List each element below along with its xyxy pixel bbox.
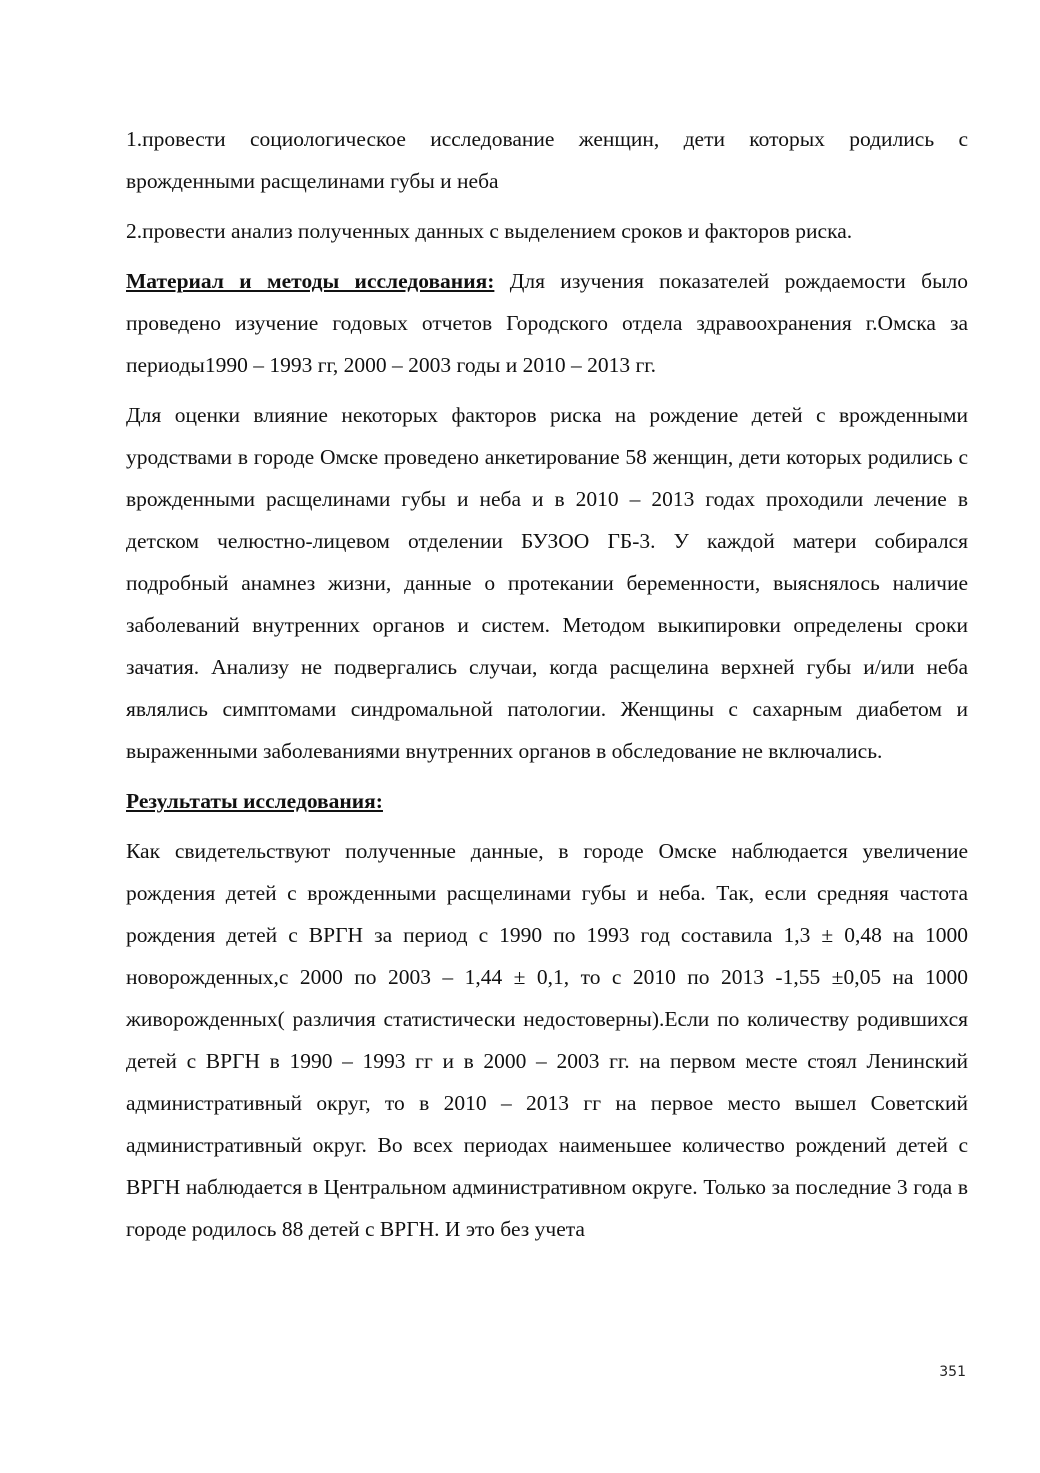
paragraph-materials-methods — [126, 260, 968, 386]
paragraph-text: Для оценки влияние некоторых факторов риска на рождение детей с врожденными уродствами в городе Омске проведено анкетирование 58 женщин, дети которых родились с врожденными расщелинами губы и неба и в 2010 – 2013 годах проходили лечение в детском челюстно-лицевом отделении БУЗОО ГБ-3. У каждой матери собирался подробный анамнез жизни, данные о протекании беременности, выяснялось наличие заболеваний внутренних органов и систем. Методом выкипировки определены сроки зачатия. Анализу не подвергались случаи, когда расщелина верхней губы и/или неба являлись симптомами синдромальной патологии. Женщины с сахарным диабетом и выраженными заболеваниями внутренних органов в обследование не включались. — [126, 403, 968, 763]
section-heading-results: Результаты исследования: — [126, 789, 383, 813]
paragraph-text: 1.провести социологическое исследование женщин, дети которых родились с врожденными расщелинами губы и неба — [126, 127, 968, 193]
paragraph-task-2 — [126, 210, 968, 252]
paragraph-task-1 — [126, 118, 968, 202]
paragraph-text: Для изучения показателей рождаемости было проведено изучение годовых отчетов Городского отдела здравоохранения г.Омска за периоды1990 – 1993 гг, 2000 – 2003 годы и 2010 – 2013 гг. — [126, 269, 968, 377]
document-page — [126, 118, 968, 1258]
paragraph-text: 2.провести анализ полученных данных с выделением сроков и факторов риска. — [126, 219, 853, 243]
paragraph-risk-factors — [126, 394, 968, 772]
paragraph-results — [126, 830, 968, 1250]
paragraph-text: Как свидетельствуют полученные данные, в городе Омске наблюдается увеличение рождения детей с врожденными расщелинами губы и неба. Так, если средняя частота рождения детей с ВРГН за период с 1990 по 1993 год составила 1,3 ± 0,48 на 1000 новорожденных,с 2000 по 2003 – 1,44 ± 0,1, то с 2010 по 2013 -1,55 ±0,05 на 1000 живорожденных( различия статистически недостоверны).Если по количеству родившихся детей с ВРГН в 1990 – 1993 гг и в 2000 – 2003 гг. на первом месте стоял Ленинский административный округ, то в 2010 – 2013 гг на первое место вышел Советский административный округ. Во всех периодах наименьшее количество рождений детей с ВРГН наблюдается в Центральном административном округе. Только за последние 3 года в городе родилось 88 детей с ВРГН. И это без учета — [126, 839, 968, 1241]
page-number: 351 — [939, 1364, 966, 1380]
section-heading-materials: Материал и методы исследования: — [126, 269, 495, 293]
paragraph-results-heading — [126, 780, 968, 822]
